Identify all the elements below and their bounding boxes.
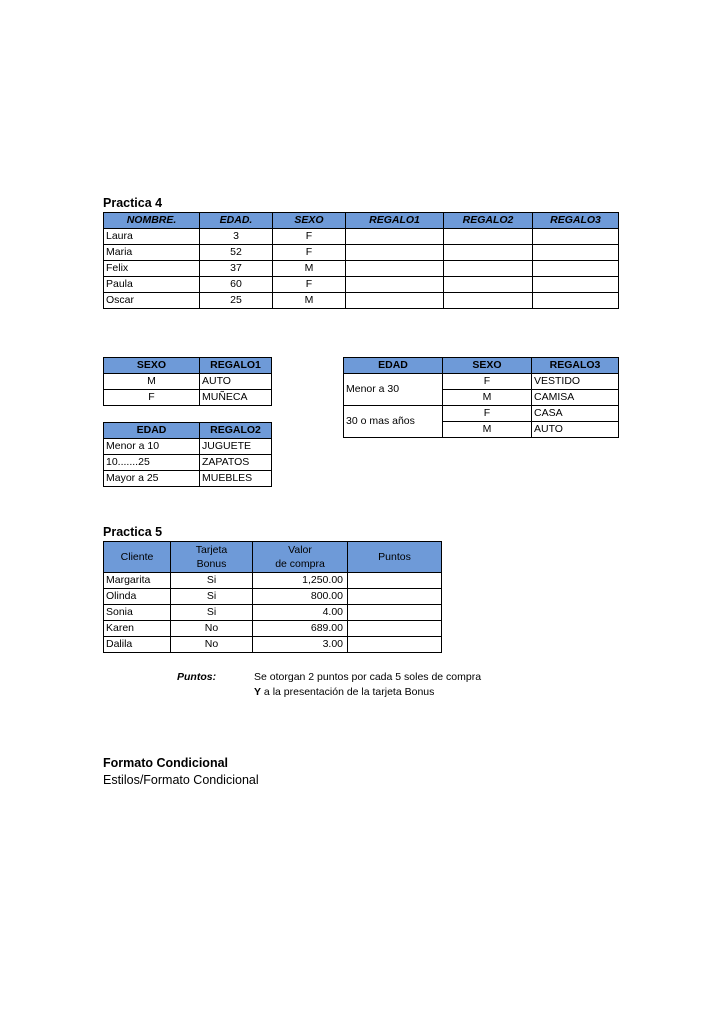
col-header-sexo: SEXO: [273, 213, 346, 229]
cell-nombre[interactable]: Felix: [104, 261, 200, 277]
cell-regalo3[interactable]: [533, 293, 619, 309]
cell-regalo2[interactable]: [444, 229, 533, 245]
table-row: [104, 621, 442, 637]
practica4-title: Practica 4: [103, 196, 163, 210]
col-header-nombre: NOMBRE.: [104, 213, 200, 229]
puntos-note-line2-rest: a la presentación de la tarjeta Bonus: [261, 686, 435, 698]
table-row: [344, 374, 619, 390]
cell-edad[interactable]: 3: [200, 229, 273, 245]
table-row: [104, 605, 442, 621]
col-header-puntos: Puntos: [348, 542, 442, 573]
cell-tarjeta[interactable]: Si: [171, 605, 253, 621]
cell-sexo[interactable]: F: [443, 406, 532, 422]
tabla-sexo-regalo1: [103, 357, 272, 406]
cell-nombre[interactable]: Laura: [104, 229, 200, 245]
cell-regalo3[interactable]: CASA: [532, 406, 619, 422]
cell-valor[interactable]: 1,250.00: [253, 573, 348, 589]
cell-edad[interactable]: Mayor a 25: [104, 471, 200, 487]
col-header-sexo: SEXO: [104, 358, 200, 374]
puntos-note-line2: [254, 686, 434, 698]
cell-sexo[interactable]: M: [104, 374, 200, 390]
table-row: [104, 471, 272, 487]
cell-regalo1[interactable]: MUÑECA: [200, 390, 272, 406]
cell-edad-group[interactable]: 30 o mas años: [344, 406, 443, 438]
col-header-regalo2: REGALO2: [200, 423, 272, 439]
cell-cliente[interactable]: Olinda: [104, 589, 171, 605]
cell-tarjeta[interactable]: Si: [171, 573, 253, 589]
table-header-row: [104, 213, 619, 229]
col-header-regalo1: REGALO1: [346, 213, 444, 229]
table-row: [104, 390, 272, 406]
col-header-valor: [253, 542, 348, 573]
cell-nombre[interactable]: Oscar: [104, 293, 200, 309]
cell-regalo1[interactable]: [346, 277, 444, 293]
cell-edad-group[interactable]: Menor a 30: [344, 374, 443, 406]
cell-sexo[interactable]: F: [273, 245, 346, 261]
cell-regalo1[interactable]: [346, 229, 444, 245]
table-row: [344, 406, 619, 422]
cell-edad[interactable]: 25: [200, 293, 273, 309]
cell-regalo2[interactable]: [444, 261, 533, 277]
table-row: [104, 439, 272, 455]
cell-regalo3[interactable]: [533, 261, 619, 277]
cell-regalo2[interactable]: [444, 245, 533, 261]
cell-valor[interactable]: 800.00: [253, 589, 348, 605]
cell-regalo2[interactable]: [444, 293, 533, 309]
cell-regalo2[interactable]: JUGUETE: [200, 439, 272, 455]
tabla-edad-regalo2: [103, 422, 272, 487]
cell-puntos[interactable]: [348, 637, 442, 653]
col-header-regalo2: REGALO2: [444, 213, 533, 229]
col-header-tarjeta: [171, 542, 253, 573]
table-row: [104, 245, 619, 261]
cell-regalo1[interactable]: AUTO: [200, 374, 272, 390]
table-header-row: [104, 423, 272, 439]
cell-regalo3[interactable]: [533, 245, 619, 261]
cell-sexo[interactable]: F: [104, 390, 200, 406]
cell-regalo1[interactable]: [346, 245, 444, 261]
cell-edad[interactable]: Menor a 10: [104, 439, 200, 455]
col-header-valor-line1: Valor: [288, 544, 312, 556]
table-row: [104, 637, 442, 653]
col-header-edad: EDAD: [344, 358, 443, 374]
cell-puntos[interactable]: [348, 573, 442, 589]
formato-subtitle: Estilos/Formato Condicional: [103, 773, 259, 787]
cell-edad[interactable]: 37: [200, 261, 273, 277]
table-header-row: [104, 358, 272, 374]
cell-edad[interactable]: 10.......25: [104, 455, 200, 471]
practica5-title: Practica 5: [103, 525, 163, 539]
cell-sexo[interactable]: F: [273, 229, 346, 245]
cell-sexo[interactable]: M: [273, 293, 346, 309]
table-header-row: [344, 358, 619, 374]
col-header-regalo3: REGALO3: [532, 358, 619, 374]
cell-regalo2[interactable]: [444, 277, 533, 293]
formato-title: Formato Condicional: [103, 756, 228, 770]
cell-regalo3[interactable]: [533, 277, 619, 293]
cell-valor[interactable]: 689.00: [253, 621, 348, 637]
cell-regalo3[interactable]: VESTIDO: [532, 374, 619, 390]
col-header-cliente: Cliente: [104, 542, 171, 573]
cell-puntos[interactable]: [348, 621, 442, 637]
table-row: [104, 573, 442, 589]
table-row: [104, 229, 619, 245]
cell-puntos[interactable]: [348, 589, 442, 605]
cell-regalo1[interactable]: [346, 293, 444, 309]
puntos-note-line2-bold: Y: [254, 686, 262, 698]
table-row: [104, 261, 619, 277]
practica5-table: [103, 541, 442, 653]
cell-tarjeta[interactable]: No: [171, 621, 253, 637]
cell-sexo[interactable]: M: [443, 422, 532, 438]
cell-valor[interactable]: 4.00: [253, 605, 348, 621]
cell-sexo[interactable]: M: [273, 261, 346, 277]
cell-nombre[interactable]: Maria: [104, 245, 200, 261]
table-row: [104, 455, 272, 471]
cell-tarjeta[interactable]: Si: [171, 589, 253, 605]
cell-sexo[interactable]: F: [443, 374, 532, 390]
cell-regalo3[interactable]: CAMISA: [532, 390, 619, 406]
cell-valor[interactable]: 3.00: [253, 637, 348, 653]
puntos-note-label: Puntos:: [177, 671, 217, 683]
cell-sexo[interactable]: M: [443, 390, 532, 406]
cell-tarjeta[interactable]: No: [171, 637, 253, 653]
cell-regalo2[interactable]: ZAPATOS: [200, 455, 272, 471]
cell-regalo2[interactable]: MUEBLES: [200, 471, 272, 487]
cell-edad[interactable]: 60: [200, 277, 273, 293]
table-row: [104, 589, 442, 605]
col-header-sexo: SEXO: [443, 358, 532, 374]
col-header-tarjeta-line2: Bonus: [196, 558, 227, 570]
col-header-regalo3: REGALO3: [533, 213, 619, 229]
cell-sexo[interactable]: F: [273, 277, 346, 293]
cell-regalo3[interactable]: AUTO: [532, 422, 619, 438]
col-header-regalo1: REGALO1: [200, 358, 272, 374]
tabla-regalo3: [343, 357, 619, 438]
cell-nombre[interactable]: Paula: [104, 277, 200, 293]
cell-edad[interactable]: 52: [200, 245, 273, 261]
cell-cliente[interactable]: Margarita: [104, 573, 171, 589]
practica4-table: [103, 212, 619, 309]
cell-cliente[interactable]: Sonia: [104, 605, 171, 621]
col-header-edad: EDAD: [104, 423, 200, 439]
puntos-note-line1: Se otorgan 2 puntos por cada 5 soles de compra: [254, 671, 482, 683]
table-header-row: [104, 542, 442, 573]
table-row: [104, 277, 619, 293]
col-header-edad: EDAD.: [200, 213, 273, 229]
cell-regalo1[interactable]: [346, 261, 444, 277]
cell-regalo3[interactable]: [533, 229, 619, 245]
cell-cliente[interactable]: Dalila: [104, 637, 171, 653]
col-header-tarjeta-line1: Tarjeta: [195, 544, 228, 556]
cell-cliente[interactable]: Karen: [104, 621, 171, 637]
cell-puntos[interactable]: [348, 605, 442, 621]
table-row: [104, 374, 272, 390]
col-header-valor-line2: de compra: [275, 558, 325, 570]
table-row: [104, 293, 619, 309]
